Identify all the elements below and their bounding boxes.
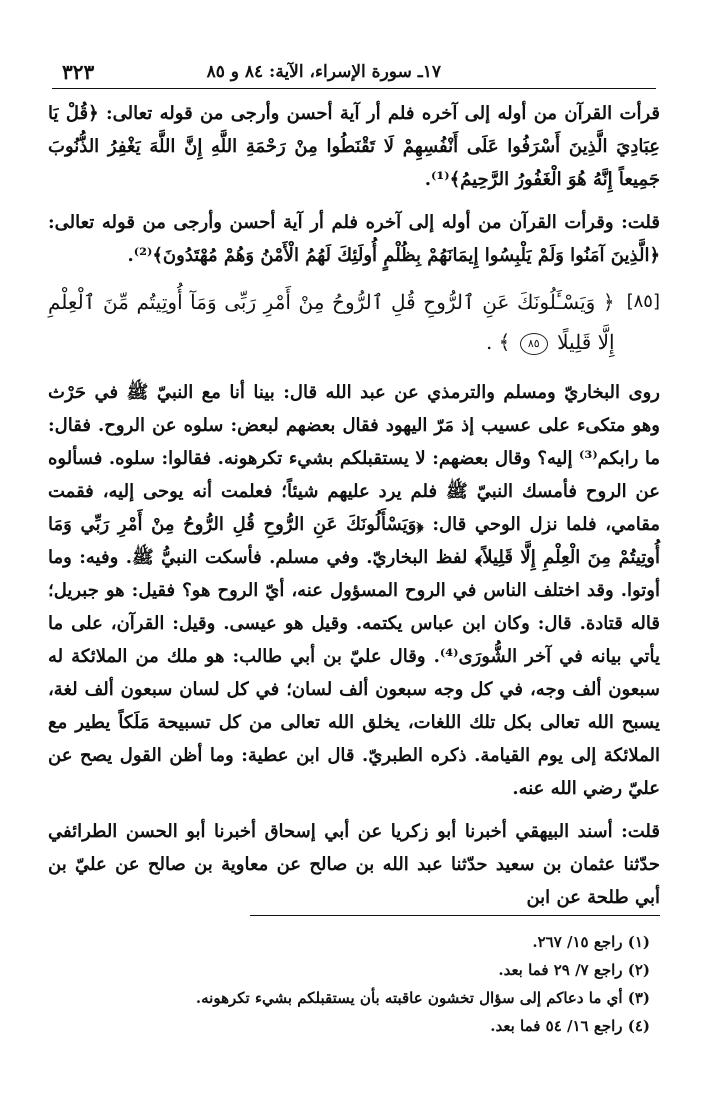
- footnotes: [48, 928, 650, 1040]
- footnote-2: (٢) راجع ٧/ ٢٩ فما بعد.: [498, 961, 650, 979]
- verse-close: ﴾ .: [485, 330, 511, 354]
- paragraph-2: قلت: وقرأت القرآن من أوله إلى آخره فلم أر آية أحسن وأرجى من قوله تعالى: ﴿الَّذِينَ آمَنُوا وَلَمْ يَلْبِسُوا إِيمَانَهُمْ بِظُلْمٍ أُولَئِكَ لَهُمُ الْأَمْنُ وَهُمْ مُهْتَدُونَ﴾⁽²⁾.: [48, 212, 660, 266]
- paragraph-1: قرأت القرآن من أوله إلى آخره فلم أر آية أحسن وأرجى من قوله تعالى: ﴿قُلْ يَا عِبَادِيَ الَّذِينَ أَسْرَفُوا عَلَى أَنْفُسِهِمْ لَا تَقْنَطُوا مِنْ رَحْمَةِ اللَّهِ إِنَّ اللَّهَ يَغْفِرُ الذُّنُوبَ جَمِيعاً إِنَّهُ هُوَ الْغَفُورُ الرَّحِيمُ﴾⁽¹⁾.: [48, 103, 660, 190]
- footnote-3: (٣) أي ما دعاكم إلى سؤال تخشون عاقبته بأن يستقبلكم بشيء تكرهونه.: [195, 989, 650, 1007]
- chapter-title: ١٧ـ سورة الإسراء، الآية: ٨٤ و ٨٥: [206, 62, 441, 82]
- page-number: ٣٢٣: [62, 60, 95, 84]
- commentary-paragraph-1: روى البخاريّ ومسلم والترمذي عن عبد الله قال: بينا أنا مع النبيّ ﷺ في حَرْث وهو متكىء على عسيب إذ مَرّ اليهود فقال بعضهم لبعض: سلوه عن الروح. فقال: ما رابكم⁽³⁾ إليه؟ وقال بعضهم: لا يستقبلكم بشيء تكرهونه. فقالوا: سلوه. فسألوه عن الروح فأمسك النبيّ ﷺ فلم يرد عليهم شيئاً؛ فعلمت أنه يوحى إليه، فقمت مقامي، فلما نزل الوحي قال: ﴿وَيَسْأَلُونَكَ عَنِ الرُّوحِ قُلِ الرُّوحُ مِنْ أَمْرِ رَبِّي وَمَا أُوتِيتُمْ مِنَ الْعِلْمِ إِلَّا قَلِيلاً﴾ لفظ البخاريّ. وفي مسلم. فأسكت النبيُّ ﷺ. وفيه: وما أوتوا. وقد اختلف الناس في الروح المسؤول عنه، أيّ الروح هو؟ فقيل: هو جبريل؛ قاله قتادة. قال: وكان ابن عباس يكتمه. وقيل هو عيسى. وقيل: القرآن، على ما يأتي بيانه في آخر الشُّورَى⁽⁴⁾. وقال عليّ بن أبي طالب: هو ملك من الملائكة له سبعون ألف وجه، في كل وجه سبعون ألف لسان؛ في كل لسان سبعون ألف لغة، يسبح الله تعالى بكل تلك اللغات، يخلق الله تعالى من كل تسبيحة مَلَكاً يطير مع الملائكة إلى يوم القيامة. ذكره الطبريّ. قال ابن عطية: وما أظن القول يصح عن عليّ رضي الله عنه.: [48, 382, 661, 799]
- verse-text: ﴿ وَيَسْـَٔلُونَكَ عَنِ ٱلرُّوحِ قُلِ ٱلرُّوحُ مِنْ أَمْرِ رَبِّى وَمَآ أُوتِيتُم مِّنَ ٱلْعِلْمِ إِلَّا قَلِيلًا: [48, 290, 615, 354]
- verse-number: [٨٥]: [626, 291, 660, 312]
- ayah-end-marker: ٨٥: [520, 333, 548, 355]
- verse-block: [48, 282, 660, 362]
- page-header: [52, 60, 656, 89]
- verse-text-container: [48, 282, 615, 362]
- page-body: [48, 97, 660, 924]
- footnote-separator: [250, 915, 660, 916]
- footnote-1: (١) راجع ١٥/ ٢٦٧.: [532, 933, 650, 951]
- commentary-paragraph-2: قلت: أسند البيهقي أخبرنا أبو زكريا عن أبي إسحاق أخبرنا أبو الحسن الطرائفي حدّثنا عثمان بن سعيد حدّثنا عبد الله بن صالح عن معاوية بن صالح عن عليّ بن أبي طلحة عن ابن: [48, 821, 660, 908]
- footnote-4: (٤) راجع ١٦/ ٥٤ فما بعد.: [490, 1017, 650, 1035]
